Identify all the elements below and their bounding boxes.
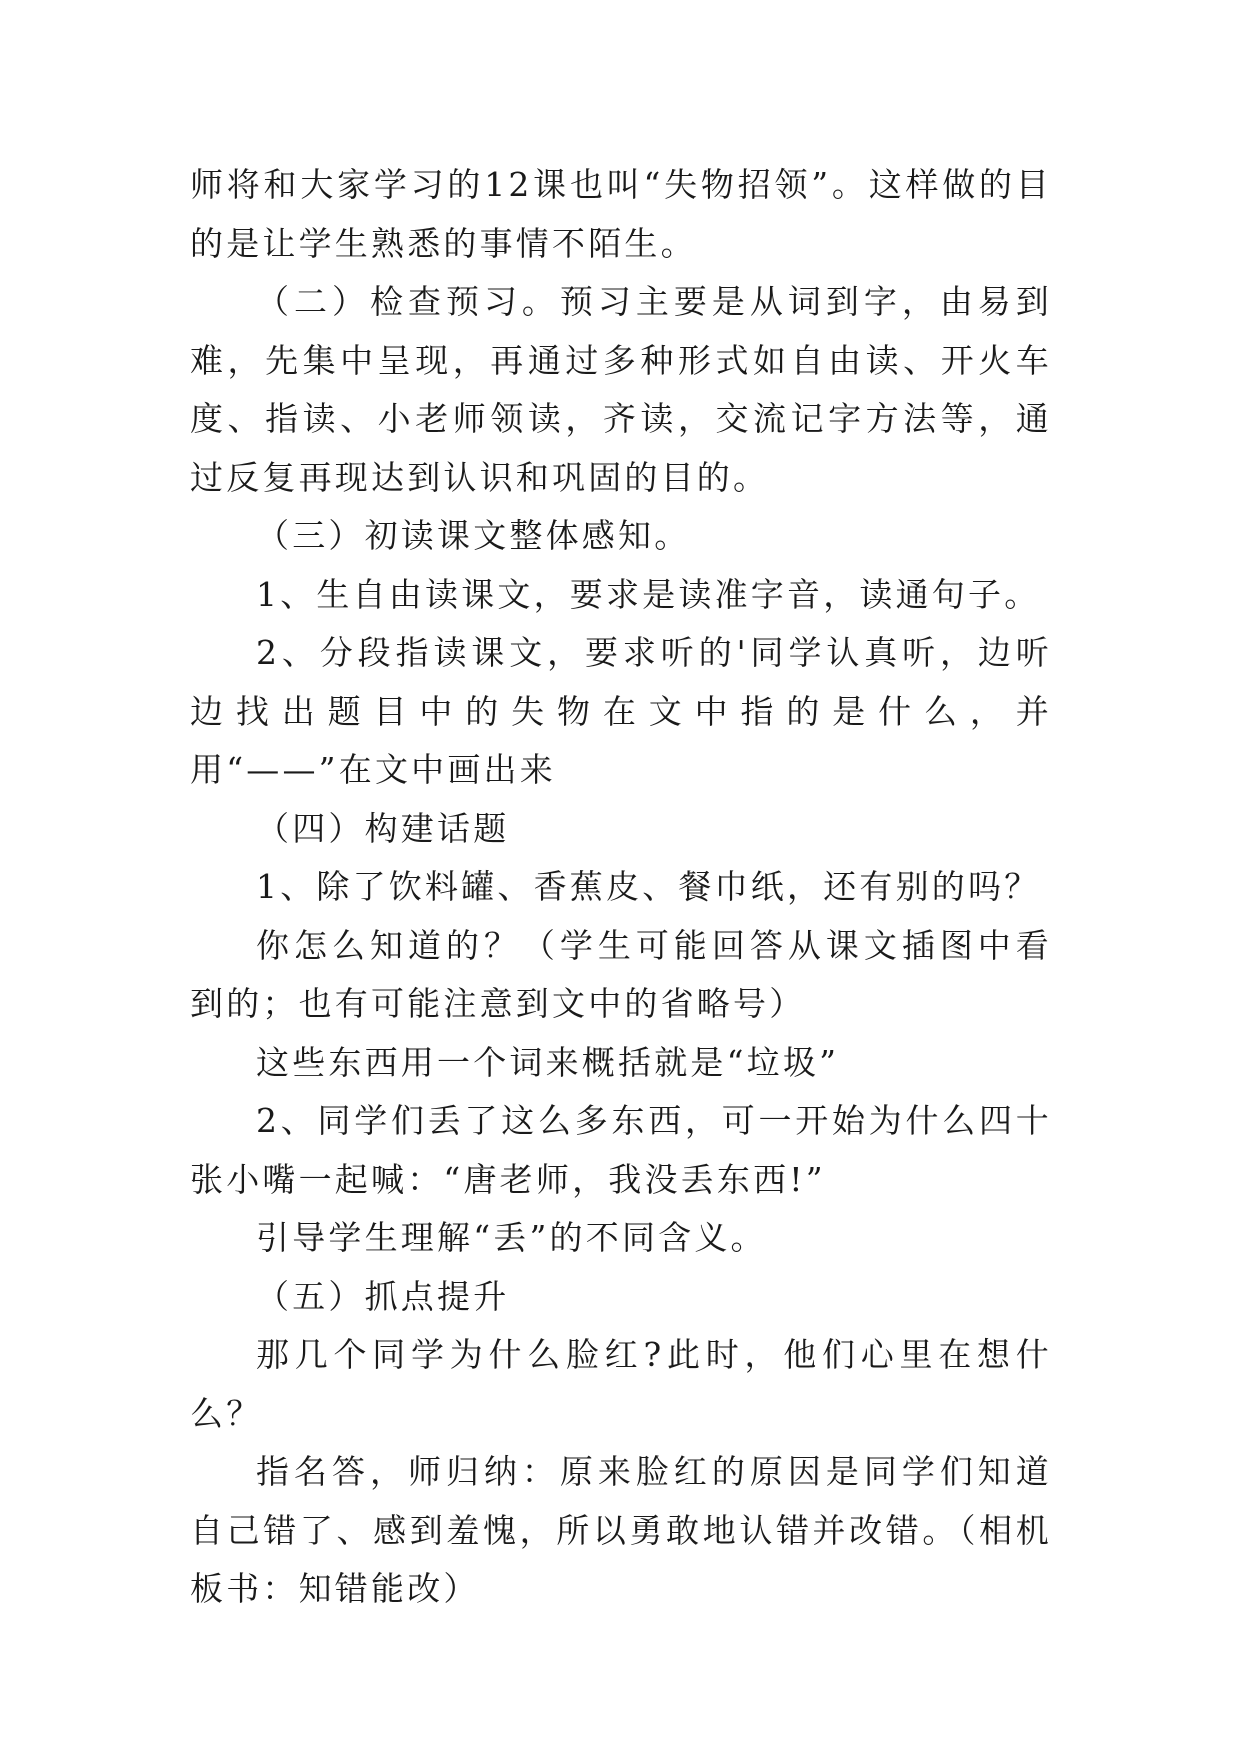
paragraph-4: 1、生自由读课文，要求是读准字音，读通句子。	[256, 574, 1041, 614]
paragraph-9: 这些东西用一个词来概括就是“垃圾”	[256, 1042, 840, 1082]
paragraph-13: 那几个同学为什么脸红?此时，他们心里在想什么？	[190, 1335, 1052, 1433]
document-page	[190, 156, 1052, 1619]
paragraph-14: 指名答，师归纳：原来脸红的原因是同学们知道自己错了、感到羞愧，所以勇敢地认错并改错。（相机板书：知错能改）	[190, 1452, 1052, 1608]
paragraph-8: 你怎么知道的？（学生可能回答从课文插图中看到的；也有可能注意到文中的省略号）	[190, 925, 1052, 1023]
paragraph-12: （五）抓点提升	[256, 1276, 510, 1316]
paragraph-7: 1、除了饮料罐、香蕉皮、餐巾纸，还有别的吗？	[256, 867, 1041, 906]
paragraph-11: 引导学生理解“丢”的不同含义。	[256, 1218, 767, 1257]
paragraph-10: 2、同学们丢了这么多东西，可一开始为什么四十张小嘴一起喊：“唐老师，我没丢东西!”	[190, 1101, 1052, 1199]
paragraph-1: 师将和大家学习的12课也叫“失物招领”。这样做的目的是让学生熟悉的事情不陌生。	[190, 165, 1052, 263]
paragraph-6: （四）构建话题	[256, 808, 510, 848]
paragraph-3: （三）初读课文整体感知。	[256, 516, 691, 555]
paragraph-5: 2、分段指读课文，要求听的'同学认真听，边听边找出题目中的失物在文中指的是什么，并用“——”在文中画出来	[190, 633, 1052, 789]
paragraph-2: （二）检查预习。预习主要是从词到字，由易到难，先集中呈现，再通过多种形式如自由读、开火车度、指读、小老师领读，齐读，交流记字方法等，通过反复再现达到认识和巩固的目的。	[190, 282, 1052, 497]
